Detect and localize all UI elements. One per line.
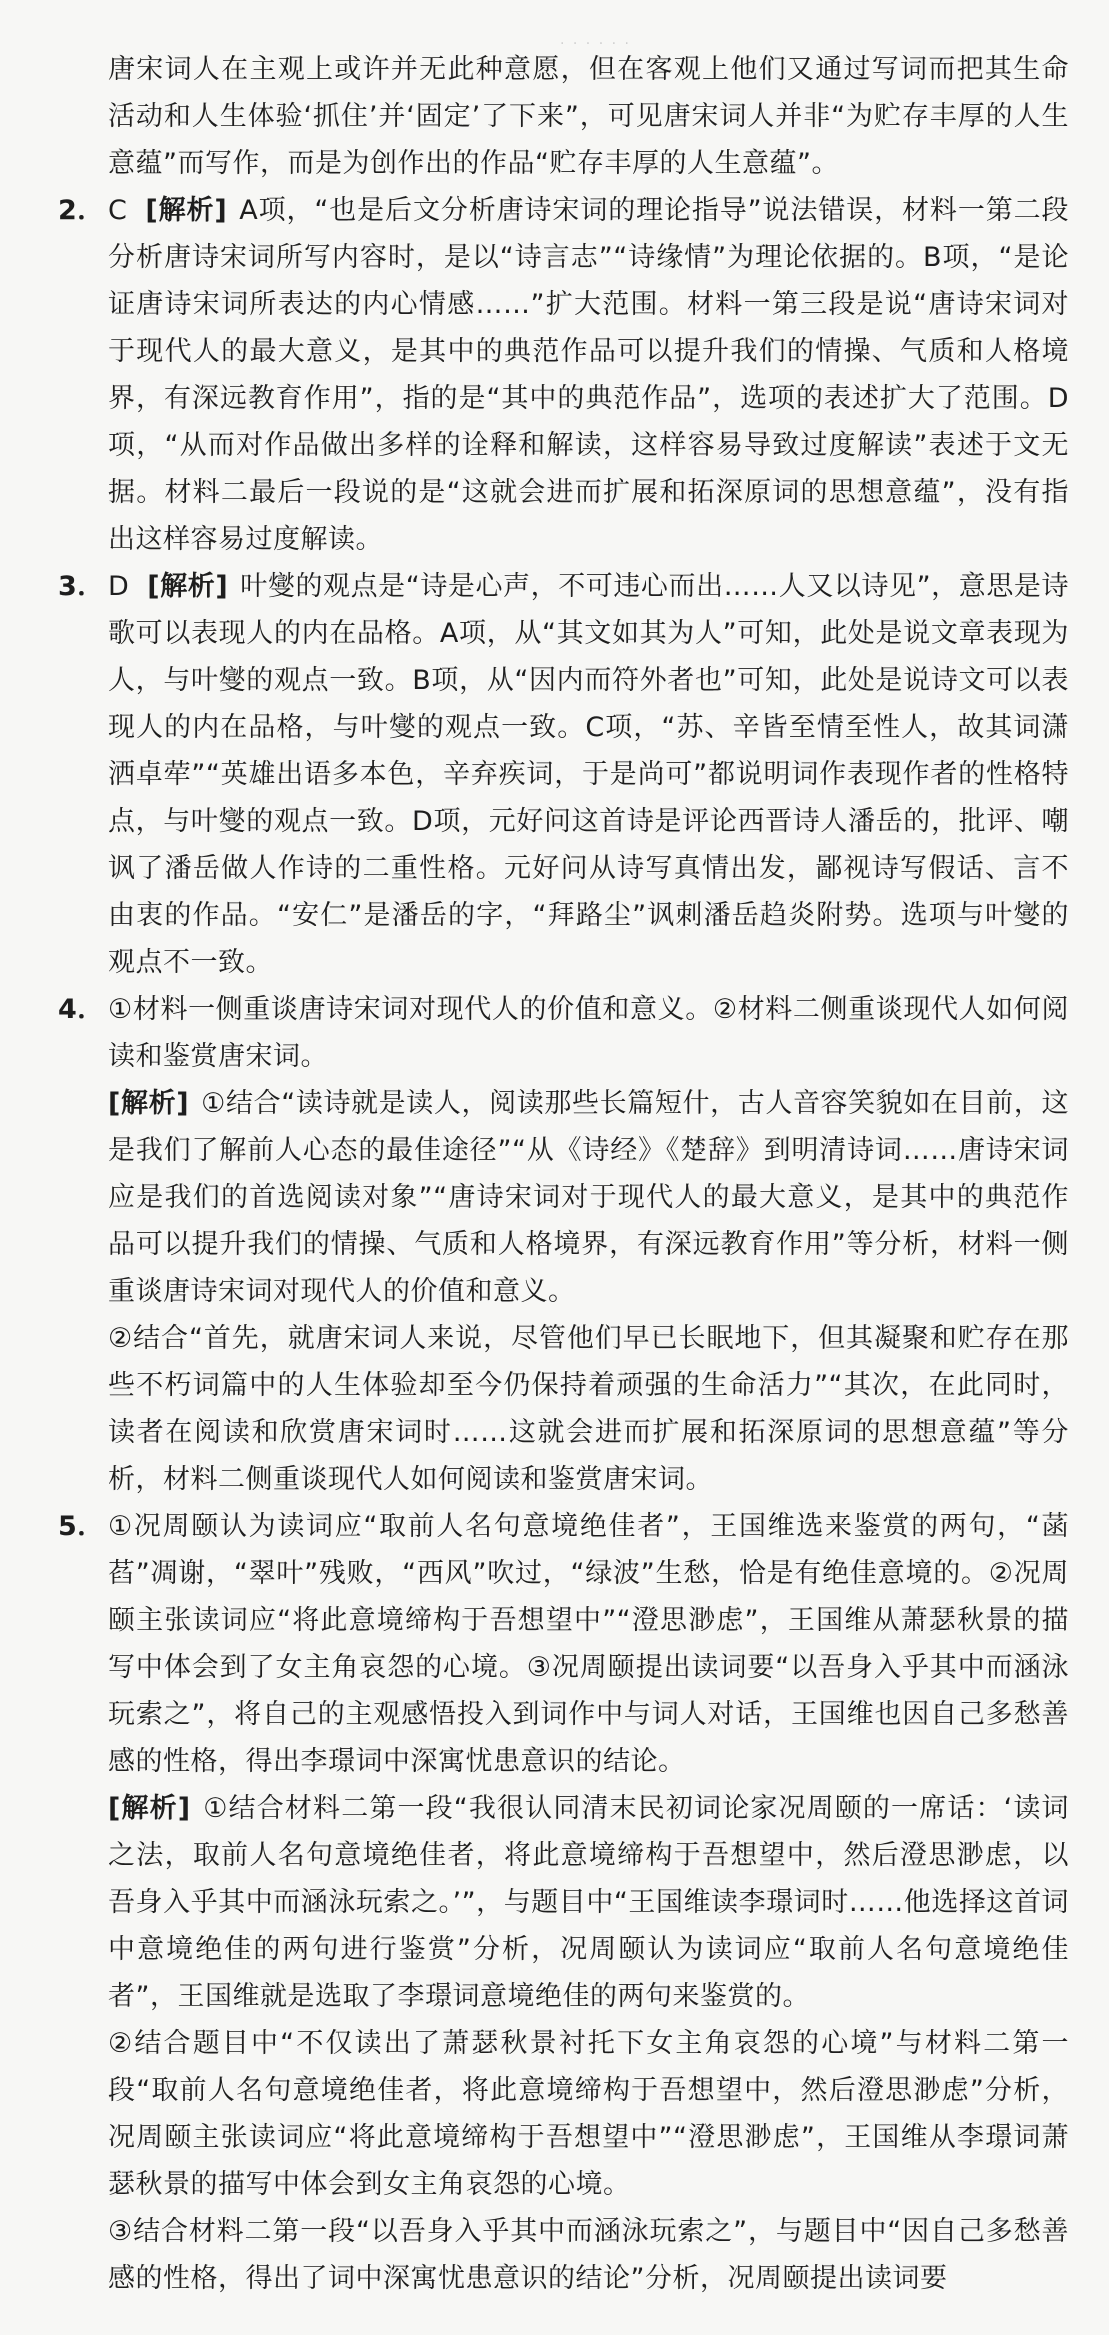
question-body — [108, 563, 1069, 986]
running-head: · · · · · · — [560, 36, 631, 52]
answer-letter: C — [108, 195, 128, 226]
analysis-tag: [解析] — [145, 195, 228, 226]
intro-text: 唐宋词人在主观上或许并无此种意愿，但在客观上他们又通过写词而把其生命活动和人生体验‘抓住’并‘固定’了下来”，可见唐宋词人并非“为贮存丰厚的人生意蕴”而写作，而是为创作出的作品“贮存丰厚的人生意蕴”。 — [108, 54, 1069, 179]
question-number: 2． — [58, 195, 105, 226]
question-body — [108, 187, 1069, 563]
answer-text: ①材料一侧重谈唐诗宋词对现代人的价值和意义。②材料二侧重谈现代人如何阅读和鉴赏唐宋词。 — [108, 994, 1069, 1072]
analysis-paragraph: ②结合题目中“不仅读出了萧瑟秋景衬托下女主角哀怨的心境”与材料二第一段“取前人名句意境绝佳者，将此意境缔构于吾想望中，然后澄思渺虑”分析，况周颐主张读词应“将此意境缔构于吾想望中”“澄思渺虑”，王国维从李璟词萧瑟秋景的描写中体会到女主角哀怨的心境。 — [108, 2028, 1069, 2200]
question-number: 5． — [58, 1511, 105, 1542]
question-3 — [58, 563, 1069, 986]
question-5 — [58, 1503, 1069, 2302]
analysis-text: ①结合“读诗就是读人，阅读那些长篇短什，古人音容笑貌如在目前，这是我们了解前人心态的最佳途径”“从《诗经》《楚辞》到明清诗词……唐诗宋词应是我们的首选阅读对象”“唐诗宋词对于现代人的最大意义，是其中的典范作品可以提升我们的情操、气质和人格境界，有深远教育作用”等分析，材料一侧重谈唐诗宋词对现代人的价值和意义。 — [108, 1088, 1069, 1307]
answer-letter: D — [108, 571, 130, 602]
analysis-tag: [解析] — [108, 1088, 190, 1119]
analysis-paragraph: ③结合材料二第一段“以吾身入乎其中而涵泳玩索之”，与题目中“因自己多愁善感的性格，得出了词中深寓忧患意识的结论”分析，况周颐提出读词要 — [108, 2216, 1069, 2294]
answer-text: ①况周颐认为读词应“取前人名句意境绝佳者”，王国维选来鉴赏的两句，“菡萏”凋谢，“翠叶”残败，“西风”吹过，“绿波”生愁，恰是有绝佳意境的。②况周颐主张读词应“将此意境缔构于吾想望中”“澄思渺虑”，王国维从萧瑟秋景的描写中体会到了女主角哀怨的心境。③况周颐提出读词要“以吾身入乎其中而涵泳玩索之”，将自己的主观感悟投入到词作中与词人对话，王国维也因自己多愁善感的性格，得出李璟词中深寓忧患意识的结论。 — [108, 1511, 1069, 1777]
analysis-paragraph — [108, 1785, 1069, 2020]
analysis-paragraph: ②结合“首先，就唐宋词人来说，尽管他们早已长眠地下，但其凝聚和贮存在那些不朽词篇中的人生体验却至今仍保持着顽强的生命活力”“其次，在此同时，读者在阅读和欣赏唐宋词时……这就会进而扩展和拓深原词的思想意蕴”等分析，材料二侧重谈现代人如何阅读和鉴赏唐宋词。 — [108, 1323, 1069, 1495]
analysis-paragraph — [108, 1080, 1069, 1315]
question-2 — [58, 187, 1069, 563]
question-4 — [58, 986, 1069, 1503]
intro-paragraph — [58, 46, 1069, 187]
analysis-tag: [解析] — [108, 1793, 191, 1824]
question-number: 4． — [58, 994, 105, 1025]
analysis-text: 叶燮的观点是“诗是心声，不可违心而出……人又以诗见”，意思是诗歌可以表现人的内在品格。A项，从“其文如其为人”可知，此处是说文章表现为人，与叶燮的观点一致。B项，从“因内而符外者也”可知，此处是说诗文可以表现人的内在品格，与叶燮的观点一致。C项，“苏、辛皆至情至性人，故其词潇洒卓荦”“英雄出语多本色，辛弃疾词，于是尚可”都说明词作表现作者的性格特点，与叶燮的观点一致。D项，元好问这首诗是评论西晋诗人潘岳的，批评、嘲讽了潘岳做人作诗的二重性格。元好问从诗写真情出发，鄙视诗写假话、言不由衷的作品。“安仁”是潘岳的字，“拜路尘”讽刺潘岳趋炎附势。选项与叶燮的观点不一致。 — [108, 571, 1069, 978]
analysis-text: ①结合材料二第一段“我很认同清末民初词论家况周颐的一席话：‘读词之法，取前人名句意境绝佳者，将此意境缔构于吾想望中，然后澄思渺虑，以吾身入乎其中而涵泳玩索之。’”，与题目中“王国维读李璟词时……他选择这首词中意境绝佳的两句进行鉴赏”分析，况周颐认为读词应“取前人名句意境绝佳者”，王国维就是选取了李璟词意境绝佳的两句来鉴赏的。 — [108, 1793, 1069, 2012]
question-number: 3． — [58, 571, 105, 602]
analysis-text: A项，“也是后文分析唐诗宋词的理论指导”说法错误，材料一第二段分析唐诗宋词所写内容时，是以“诗言志”“诗缘情”为理论依据的。B项，“是论证唐诗宋词所表达的内心情感……”扩大范围。材料一第三段是说“唐诗宋词对于现代人的最大意义，是其中的典范作品可以提升我们的情操、气质和人格境界，有深远教育作用”，指的是“其中的典范作品”，选项的表述扩大了范围。D项，“从而对作品做出多样的诠释和解读，这样容易导致过度解读”表述于文无据。材料二最后一段说的是“这就会进而扩展和拓深原词的思想意蕴”，没有指出这样容易过度解读。 — [108, 195, 1069, 555]
analysis-tag: [解析] — [147, 571, 229, 602]
